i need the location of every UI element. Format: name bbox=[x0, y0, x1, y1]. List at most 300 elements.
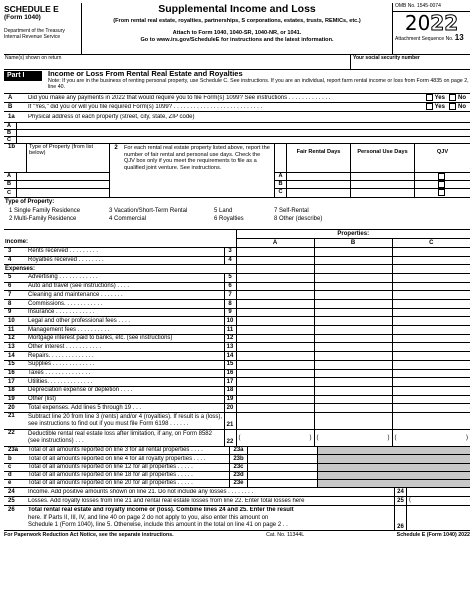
line-description: Cleaning and maintenance . . . . . . . bbox=[26, 291, 224, 300]
income-expense-table bbox=[4, 230, 470, 447]
line-box-label: 23b bbox=[229, 455, 247, 462]
amount-b[interactable] bbox=[314, 317, 392, 326]
row-letter: B bbox=[7, 129, 12, 136]
amount-a[interactable] bbox=[236, 395, 314, 404]
line-description: Total of all amounts reported on line 12 for all properties . . . . . bbox=[28, 463, 193, 470]
part-note: Note: If you are in the business of renting personal property, use Schedule C. See instructions. If you are an individual, report farm rental income or loss from Form 4835 on page 2, line 40. bbox=[48, 78, 469, 91]
seq-label: Attachment Sequence No. bbox=[395, 35, 454, 42]
line-26-text bbox=[26, 507, 394, 530]
line-a-no[interactable] bbox=[449, 94, 466, 102]
address-input[interactable] bbox=[16, 123, 470, 129]
line-row bbox=[4, 352, 470, 361]
amount-c[interactable] bbox=[392, 395, 470, 404]
line-b-yes[interactable] bbox=[426, 103, 445, 111]
line-row bbox=[4, 256, 470, 265]
line-number: d bbox=[8, 472, 12, 479]
line-box-label: 23c bbox=[229, 464, 247, 471]
line-25-number: 25 bbox=[8, 498, 15, 505]
personal-use-input[interactable] bbox=[350, 181, 414, 188]
line-26-amount[interactable] bbox=[406, 506, 470, 530]
row-letter: A bbox=[7, 173, 12, 180]
type-input[interactable] bbox=[16, 173, 109, 180]
line-number: 5 bbox=[4, 273, 26, 282]
line-box-label: 15 bbox=[224, 360, 236, 369]
line-number: 11 bbox=[4, 326, 26, 335]
address-row-a[interactable] bbox=[4, 123, 470, 130]
line-row bbox=[4, 412, 470, 429]
blank bbox=[392, 265, 470, 274]
qjv-checkbox[interactable] bbox=[414, 173, 470, 180]
amount-b[interactable] bbox=[314, 395, 392, 404]
line-number: 18 bbox=[4, 386, 26, 395]
row-letter: A bbox=[274, 173, 286, 180]
line-box-label: 14 bbox=[224, 352, 236, 361]
amount-b[interactable] bbox=[314, 308, 392, 317]
line-box-label: 12 bbox=[224, 334, 236, 343]
amount-a[interactable] bbox=[236, 317, 314, 326]
line-b-text: If "Yes," did you or will you file required Form(s) 1099? . . . . . . . . . . . . . . . . . . . . . . . . . . . bbox=[28, 103, 263, 110]
type-row-a[interactable] bbox=[4, 173, 109, 181]
amount-a[interactable] bbox=[236, 273, 314, 282]
amount-a[interactable] bbox=[236, 308, 314, 317]
type-5: 5 Land bbox=[214, 207, 233, 214]
amount-a[interactable] bbox=[236, 291, 314, 300]
line-25 bbox=[4, 497, 470, 506]
line-b bbox=[4, 103, 470, 112]
line-description: Subtract line 20 from line 3 (rents) and/or 4 (royalties). If result is a (loss), see instructions to find out if you must file Form 6198 . . . . . . bbox=[26, 412, 224, 429]
line-description: Total expenses. Add lines 5 through 19 . . . bbox=[26, 404, 224, 413]
amount-c[interactable] bbox=[392, 360, 470, 369]
shaded-area bbox=[317, 480, 470, 487]
amount-b[interactable] bbox=[314, 404, 392, 413]
property-type-column bbox=[4, 144, 109, 197]
line-description: Insurance . . . . . . . . . . . . bbox=[26, 308, 224, 317]
address-row-c[interactable] bbox=[4, 137, 470, 144]
line-row bbox=[4, 360, 470, 369]
fair-rental-input[interactable] bbox=[286, 181, 350, 188]
amount-a[interactable] bbox=[236, 404, 314, 413]
checkbox[interactable] bbox=[449, 94, 456, 101]
line-row bbox=[4, 386, 470, 395]
amount-b[interactable] bbox=[314, 352, 392, 361]
irs-line: Internal Revenue Service bbox=[4, 34, 61, 41]
amount-b[interactable] bbox=[314, 326, 392, 335]
part-1-header bbox=[4, 70, 470, 94]
expenses-label: Expenses: bbox=[4, 265, 236, 274]
amount-b[interactable] bbox=[314, 273, 392, 282]
amount-c[interactable] bbox=[392, 352, 470, 361]
type-heading: Type of Property: bbox=[5, 199, 55, 205]
line-a-yes-no bbox=[426, 94, 470, 102]
type-3: 3 Vacation/Short-Term Rental bbox=[109, 207, 188, 214]
type-7: 7 Self-Rental bbox=[274, 207, 309, 214]
line-24-box-label: 24 bbox=[394, 488, 406, 496]
amount-c[interactable] bbox=[392, 412, 470, 429]
amount-b[interactable] bbox=[314, 256, 392, 265]
line-1b-2-grid bbox=[4, 144, 470, 198]
line-b-no[interactable] bbox=[449, 103, 466, 111]
line-23-row bbox=[4, 455, 470, 463]
line-23-block bbox=[4, 447, 470, 488]
amount-a[interactable] bbox=[236, 334, 314, 343]
amount-b[interactable] bbox=[314, 369, 392, 378]
footer-cat: Cat. No. 11344L bbox=[266, 532, 305, 539]
amount-c[interactable] bbox=[392, 291, 470, 300]
blank-header bbox=[274, 144, 286, 172]
properties-label: Properties: bbox=[236, 230, 470, 239]
line-box-label: 5 bbox=[224, 273, 236, 282]
amount-c[interactable] bbox=[392, 378, 470, 387]
attach-note: Attach to Form 1040, 1040-SR, 1040-NR, or 1041. bbox=[172, 29, 302, 36]
type-6: 6 Royalties bbox=[214, 216, 244, 223]
line-23-amount[interactable] bbox=[247, 472, 317, 479]
personal-use-input[interactable] bbox=[350, 173, 414, 180]
line-number: 21 bbox=[4, 412, 26, 429]
line-number: 19 bbox=[4, 395, 26, 404]
amount-a[interactable] bbox=[236, 378, 314, 387]
name-label: Name(s) shown on return bbox=[5, 55, 62, 61]
schedule-label: SCHEDULE E bbox=[4, 4, 59, 14]
line-26-text-3: Schedule 1 (Form 1040), line 5. Otherwise, include this amount in the total on line 41 on page 2 . . bbox=[28, 522, 288, 529]
type-input[interactable] bbox=[16, 181, 109, 188]
days-columns bbox=[274, 144, 470, 197]
line-23-amount[interactable] bbox=[247, 480, 317, 487]
ssn-field[interactable] bbox=[350, 55, 470, 69]
line-description: Commissions. . . . . . . . . . . . bbox=[26, 300, 224, 309]
checkbox[interactable] bbox=[449, 103, 456, 110]
row-letter: B bbox=[7, 181, 12, 188]
department-text bbox=[4, 29, 81, 41]
amount-c[interactable] bbox=[392, 343, 470, 352]
line-description: Management fees . . . . . . . . . . bbox=[26, 326, 224, 335]
form-title: Supplemental Income and Loss bbox=[158, 3, 316, 15]
col-a-header: A bbox=[236, 239, 314, 248]
line-number: 23a bbox=[8, 447, 19, 454]
line-number: 8 bbox=[4, 300, 26, 309]
line-box-label: 8 bbox=[224, 300, 236, 309]
line-2-description bbox=[109, 144, 274, 197]
line-24 bbox=[4, 488, 470, 497]
line-25-box-label: 25 bbox=[394, 497, 406, 505]
header-left bbox=[4, 3, 82, 54]
line-box-label: 18 bbox=[224, 386, 236, 395]
header-right bbox=[392, 3, 470, 54]
line-23-row bbox=[4, 480, 470, 488]
ssn-label: Your social security number bbox=[353, 55, 420, 61]
line-row bbox=[4, 317, 470, 326]
header-center bbox=[82, 3, 392, 54]
days-row-b bbox=[274, 181, 470, 189]
line-row bbox=[4, 282, 470, 291]
amount-b[interactable] bbox=[314, 412, 392, 429]
line-23-amount[interactable] bbox=[247, 455, 317, 462]
line-a-yes[interactable] bbox=[426, 94, 445, 102]
footer-form-id: Schedule E (Form 1040) 2022 bbox=[396, 532, 470, 539]
amount-a[interactable] bbox=[236, 360, 314, 369]
line-description: Legal and other professional fees . . . . bbox=[26, 317, 224, 326]
line-row bbox=[4, 273, 470, 282]
line-row bbox=[4, 300, 470, 309]
line-description: Total of all amounts reported on line 4 for all royalty properties . . . . bbox=[28, 455, 206, 462]
line-number: 22 bbox=[4, 429, 26, 446]
amount-c[interactable] bbox=[392, 282, 470, 291]
dept-line: Department of the Treasury bbox=[4, 28, 65, 35]
shaded-area bbox=[317, 455, 470, 462]
qjv-header: QJV bbox=[414, 144, 470, 172]
line-23-row bbox=[4, 472, 470, 480]
amount-a[interactable] bbox=[236, 352, 314, 361]
part-text bbox=[42, 70, 470, 93]
type-1: 1 Single Family Residence bbox=[9, 207, 81, 214]
checkbox[interactable] bbox=[438, 173, 445, 180]
line-number: 13 bbox=[4, 343, 26, 352]
amount-a[interactable] bbox=[236, 300, 314, 309]
line-24-amount[interactable] bbox=[406, 488, 470, 496]
year-suffix: 22 bbox=[430, 10, 459, 35]
line-row bbox=[4, 308, 470, 317]
line-26 bbox=[4, 506, 470, 531]
amount-b[interactable] bbox=[314, 282, 392, 291]
line-24-text: Income. Add positive amounts shown on line 21. Do not include any losses . . . . . . . . bbox=[28, 489, 254, 496]
amount-a[interactable] bbox=[236, 412, 314, 429]
line-number: 3 bbox=[4, 247, 26, 256]
amount-a[interactable] bbox=[236, 386, 314, 395]
type-row-b[interactable] bbox=[4, 181, 109, 189]
amount-c[interactable] bbox=[392, 273, 470, 282]
amount-c[interactable] bbox=[392, 404, 470, 413]
amount-c[interactable] bbox=[392, 308, 470, 317]
type-row-2 bbox=[5, 216, 470, 223]
line-description: Total of all amounts reported on line 18 for all properties . . . . . bbox=[28, 472, 193, 479]
amount-a[interactable] bbox=[236, 326, 314, 335]
line-number: 4 bbox=[4, 256, 26, 265]
line-description: Total of all amounts reported on line 3 for all rental properties . . . . bbox=[28, 447, 203, 454]
form-ref: (Form 1040) bbox=[4, 14, 41, 22]
line-row bbox=[4, 326, 470, 335]
expenses-section-row bbox=[4, 265, 470, 274]
amount-b[interactable]: ( ) bbox=[314, 429, 392, 446]
blank bbox=[4, 230, 236, 239]
amount-a[interactable] bbox=[236, 247, 314, 256]
address-input[interactable] bbox=[16, 130, 470, 136]
no-label: No bbox=[458, 104, 466, 111]
line-box-label: 10 bbox=[224, 317, 236, 326]
year-prefix: 20 bbox=[404, 10, 431, 35]
line-row bbox=[4, 247, 470, 256]
amount-a[interactable]: ( ) bbox=[236, 429, 314, 446]
col-c-header: C bbox=[392, 239, 470, 248]
line-row bbox=[4, 334, 470, 343]
line-box-label: 20 bbox=[224, 404, 236, 413]
line-row bbox=[4, 343, 470, 352]
amount-a[interactable] bbox=[236, 369, 314, 378]
income-label: Income: bbox=[4, 239, 236, 248]
amount-c[interactable] bbox=[392, 317, 470, 326]
amount-c[interactable] bbox=[392, 386, 470, 395]
name-field[interactable] bbox=[4, 55, 350, 69]
amount-b[interactable] bbox=[314, 247, 392, 256]
line-description: Taxes . . . . . . . . . . . . . . bbox=[26, 369, 224, 378]
row-letter: A bbox=[7, 122, 12, 129]
line-box-label: 9 bbox=[224, 308, 236, 317]
col-b-header: B bbox=[314, 239, 392, 248]
line-row bbox=[4, 369, 470, 378]
line-25-amount[interactable]: ( bbox=[406, 497, 470, 505]
line-box-label: 23d bbox=[229, 472, 247, 479]
line-row bbox=[4, 395, 470, 404]
days-row-a bbox=[274, 173, 470, 181]
line-box-label: 22 bbox=[224, 429, 236, 446]
line-24-number: 24 bbox=[8, 489, 15, 496]
line-description: Supplies . . . . . . . . . . . . . bbox=[26, 360, 224, 369]
amount-b[interactable] bbox=[314, 360, 392, 369]
goto-link[interactable]: Go to www.irs.gov/ScheduleE for instructions and the latest information. bbox=[140, 36, 334, 43]
form-footer bbox=[4, 531, 470, 539]
checkbox[interactable] bbox=[438, 189, 445, 196]
line-row bbox=[4, 429, 470, 446]
line-2-text: For each rental real estate property listed above, report the number of fair rental and personal use days. Check the QJV box only if you meet the requirements to file as a qualified joint venture. See instructions. bbox=[124, 145, 270, 172]
line-description: Other interest . . . . . . . . . . . bbox=[26, 343, 224, 352]
amount-c[interactable] bbox=[392, 300, 470, 309]
line-1b-label: 1b bbox=[8, 144, 16, 150]
line-box-label: 4 bbox=[224, 256, 236, 265]
line-number: 20 bbox=[4, 404, 26, 413]
footer-notice: For Paperwork Reduction Act Notice, see the separate instructions. bbox=[4, 532, 174, 539]
line-description: Utilities. . . . . . . . . . . . . . bbox=[26, 378, 224, 387]
amount-c[interactable] bbox=[392, 334, 470, 343]
line-number: 6 bbox=[4, 282, 26, 291]
yes-label: Yes bbox=[434, 95, 445, 102]
amount-c[interactable] bbox=[392, 256, 470, 265]
no-label: No bbox=[458, 95, 466, 102]
line-1b-header bbox=[4, 144, 109, 173]
yes-label: Yes bbox=[434, 104, 445, 111]
personal-use-input[interactable] bbox=[350, 189, 414, 197]
type-row-1 bbox=[5, 208, 470, 215]
blank bbox=[314, 265, 392, 274]
seq-number: 13 bbox=[454, 32, 464, 42]
type-4: 4 Commercial bbox=[109, 216, 147, 223]
line-number: e bbox=[8, 480, 12, 487]
line-b-label: B bbox=[8, 103, 13, 110]
checkbox[interactable] bbox=[438, 181, 445, 188]
fair-rental-input[interactable] bbox=[286, 173, 350, 180]
amount-a[interactable] bbox=[236, 343, 314, 352]
line-23-amount[interactable] bbox=[247, 464, 317, 471]
amount-a[interactable] bbox=[236, 282, 314, 291]
form-header bbox=[4, 3, 470, 55]
address-row-b[interactable] bbox=[4, 130, 470, 137]
names-row bbox=[4, 55, 470, 70]
type-row-c[interactable] bbox=[4, 189, 109, 197]
qjv-checkbox[interactable] bbox=[414, 189, 470, 197]
line-number: c bbox=[8, 463, 12, 470]
line-box-label: 3 bbox=[224, 247, 236, 256]
line-23-row bbox=[4, 464, 470, 472]
line-number: 10 bbox=[4, 317, 26, 326]
line-25-text: Losses. Add royalty losses from line 21 and rental real estate losses from line 22. Enter total losses here bbox=[28, 498, 305, 505]
amount-b[interactable] bbox=[314, 378, 392, 387]
amount-c[interactable]: ( ) bbox=[392, 429, 470, 446]
line-1a-text: Physical address of each property (street, city, state, ZIP code) bbox=[28, 113, 195, 120]
line-number: 15 bbox=[4, 360, 26, 369]
line-description: Other (list) bbox=[26, 395, 224, 404]
line-description: Deductible rental real estate loss after limitation, if any, on Form 8582 (see instructions) . . . bbox=[26, 429, 224, 446]
line-description: Total of all amounts reported on line 20 for all properties . . . . . bbox=[28, 480, 193, 487]
part-title: Income or Loss From Rental Real Estate and Royalties bbox=[48, 69, 243, 78]
amount-c[interactable] bbox=[392, 369, 470, 378]
address-input[interactable] bbox=[16, 137, 470, 143]
line-description: Auto and travel (see instructions) . . . . bbox=[26, 282, 224, 291]
row-letter: C bbox=[7, 136, 12, 143]
amount-c[interactable] bbox=[392, 326, 470, 335]
amount-b[interactable] bbox=[314, 386, 392, 395]
line-number: 9 bbox=[4, 308, 26, 317]
days-header bbox=[274, 144, 470, 173]
line-box-label: 7 bbox=[224, 291, 236, 300]
amount-b[interactable] bbox=[314, 343, 392, 352]
row-letter: B bbox=[274, 181, 286, 188]
shaded-area bbox=[317, 447, 470, 454]
line-26-text-1: Total rental real estate and royalty income or (loss). Combine lines 24 and 25. Enter the result bbox=[28, 506, 294, 513]
amount-b[interactable] bbox=[314, 334, 392, 343]
amount-c[interactable] bbox=[392, 247, 470, 256]
checkbox[interactable] bbox=[426, 94, 433, 101]
line-box-label: 13 bbox=[224, 343, 236, 352]
line-number: 7 bbox=[4, 291, 26, 300]
line-description: Mortgage interest paid to banks, etc. (see instructions) bbox=[26, 334, 224, 343]
line-box-label: 11 bbox=[224, 326, 236, 335]
line-23-amount[interactable] bbox=[247, 447, 317, 454]
line-a-label: A bbox=[8, 94, 13, 101]
line-23-row bbox=[4, 447, 470, 455]
column-letters-row bbox=[4, 239, 470, 248]
line-a bbox=[4, 94, 470, 103]
fair-rental-input[interactable] bbox=[286, 189, 350, 197]
form-subtitle: (From rental real estate, royalties, partnerships, S corporations, estates, trusts, REMICs, etc.) bbox=[113, 17, 361, 24]
amount-b[interactable] bbox=[314, 300, 392, 309]
line-box-label: 19 bbox=[224, 395, 236, 404]
line-description: Advertising . . . . . . . . . . . . bbox=[26, 273, 224, 282]
line-description: Rents received . . . . . . . . . bbox=[26, 247, 224, 256]
line-1a-label: 1a bbox=[8, 113, 15, 120]
amount-a[interactable] bbox=[236, 256, 314, 265]
amount-b[interactable] bbox=[314, 291, 392, 300]
shaded-area bbox=[317, 464, 470, 471]
line-number: 12 bbox=[4, 334, 26, 343]
qjv-checkbox[interactable] bbox=[414, 181, 470, 188]
type-input[interactable] bbox=[16, 189, 109, 197]
line-description: Repairs. . . . . . . . . . . . . . bbox=[26, 352, 224, 361]
line-b-yes-no bbox=[426, 103, 470, 111]
line-number: 17 bbox=[4, 378, 26, 387]
properties-header-row bbox=[4, 230, 470, 239]
line-box-label: 17 bbox=[224, 378, 236, 387]
line-row bbox=[4, 291, 470, 300]
line-box-label: 16 bbox=[224, 369, 236, 378]
line-description: Depreciation expense or depletion . . . . bbox=[26, 386, 224, 395]
attachment-sequence bbox=[393, 34, 470, 43]
line-number: b bbox=[8, 455, 12, 462]
row-letter: C bbox=[7, 189, 12, 196]
personal-use-days-header: Personal Use Days bbox=[350, 144, 414, 172]
line-2-label: 2 bbox=[114, 145, 118, 151]
line-1a bbox=[4, 112, 470, 123]
fair-rental-days-header: Fair Rental Days bbox=[286, 144, 350, 172]
line-a-text: Did you make any payments in 2022 that would require you to file Form(s) 1099? See instructions . . . . . . . . . . . . . bbox=[28, 94, 331, 101]
checkbox[interactable] bbox=[426, 103, 433, 110]
line-number: 14 bbox=[4, 352, 26, 361]
